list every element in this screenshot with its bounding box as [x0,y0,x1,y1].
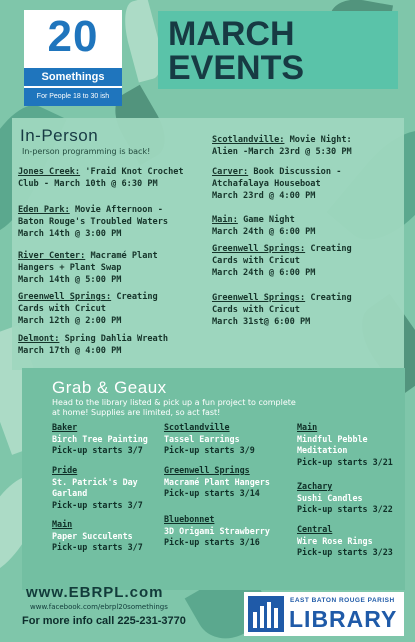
grab-title: St. Patrick's Day [52,476,138,487]
grab-title: 3D Origami Strawberry [164,525,270,536]
event-detail: Cards with Cricut [18,304,106,314]
grab-pickup: Pick-up starts 3/7 [52,542,143,552]
event-detail: Book Discussion - [253,167,342,177]
event-detail: Cards with Cricut [212,305,300,315]
grab-item [164,422,255,457]
grab-location: Pride [52,465,78,475]
grab-item [164,465,270,500]
logo-tagline: For People 18 to 30 ish [24,88,122,106]
event-item [212,134,352,158]
library-logo [244,592,404,636]
twenty-somethings-logo [24,10,122,106]
event-detail: March 17th @ 4:00 PM [18,346,122,356]
grab-pickup: Pick-up starts 3/23 [297,547,393,557]
grab-title: Sushi Candles [297,492,363,503]
grab-item [164,514,270,549]
grab-location: Baker [52,422,78,432]
event-item [212,166,341,202]
grab-location: Main [52,519,73,529]
grab-title: Meditation [297,445,348,455]
grab-item [297,524,393,559]
event-location: Delmont: [18,334,60,344]
logo-number: 20 [47,12,99,61]
grab-title: Garland [52,488,88,498]
event-location: Greenwell Springs: [212,244,306,254]
grab-item [52,422,148,457]
event-location: Jones Creek: [18,167,81,177]
event-detail: March 14th @ 3:00 PM [18,229,122,239]
event-item [18,333,168,357]
in-person-note: In-person programming is back! [22,147,151,156]
title-line1: MARCH [168,15,295,53]
event-detail: March 24th @ 6:00 PM [212,227,316,237]
website-link[interactable]: www.EBRPL.com [26,584,164,601]
event-detail: Cards with Cricut [212,256,300,266]
event-detail: Spring Dahlia Wreath [64,334,169,344]
event-detail: March 24th @ 6:00 PM [212,268,316,278]
event-location: Main: [212,215,238,225]
event-item [212,243,352,279]
event-item [18,291,158,327]
event-item [18,204,168,240]
event-location: Carver: [212,167,249,177]
event-detail: March 14th @ 5:00 PM [18,275,122,285]
event-item [212,292,352,328]
grab-location: Greenwell Springs [164,465,250,475]
grab-item [52,465,143,511]
in-person-heading: In-Person [20,126,99,145]
grab-pickup: Pick-up starts 3/9 [164,445,255,455]
grab-pickup: Pick-up starts 3/16 [164,537,260,547]
grab-location: Scotlandville [164,422,230,432]
library-name-small: EAST BATON ROUGE PARISH [290,597,395,604]
grab-heading: Grab & Geaux [52,378,167,397]
event-location: Greenwell Springs: [18,292,112,302]
grab-pickup: Pick-up starts 3/7 [52,499,143,510]
event-detail: Macramé Plant [90,251,158,261]
grab-title: Paper Succulents [52,530,133,541]
grab-pickup: Pick-up starts 3/21 [297,456,393,467]
grab-title: Macramé Plant Hangers [164,476,270,487]
grab-item [52,519,143,554]
event-detail: March 12th @ 2:00 PM [18,316,122,326]
event-detail: Creating [310,244,352,254]
event-detail: Club - March 10th @ 6:30 PM [18,179,158,189]
grab-title: Mindful Pebble [297,433,368,444]
grab-location: Central [297,524,333,534]
event-item [212,214,315,238]
event-detail: March 23rd @ 4:00 PM [212,191,316,201]
logo-word: Somethings [24,68,122,86]
grab-note-2: at home! Supplies are limited, so act fast! [52,408,221,417]
grab-title: Wire Rose Rings [297,535,373,546]
grab-pickup: Pick-up starts 3/14 [164,488,260,498]
grab-location: Main [297,422,318,432]
event-detail: Alien -March 23rd @ 5:30 PM [212,147,352,157]
event-location: River Center: [18,251,86,261]
event-detail: Game Night [243,215,295,225]
grab-note-1: Head to the library listed & pick up a fun project to complete [52,398,296,407]
event-item [18,250,158,286]
grab-location: Zachary [297,481,333,491]
grab-title: Birch Tree Painting [52,433,148,444]
event-detail: 'Fraid Knot Crochet [85,167,184,177]
event-location: Scotlandville: [212,135,285,145]
facebook-link[interactable]: www.facebook.com/ebrpl20somethings [30,603,168,611]
event-location: Greenwell Springs: [212,293,306,303]
event-detail: Creating [116,292,158,302]
grab-item [297,481,393,516]
grab-pickup: Pick-up starts 3/22 [297,504,393,514]
event-item [18,166,184,190]
title-box [158,11,398,89]
event-detail: Movie Afternoon - [74,205,163,215]
event-detail: Hangers + Plant Swap [18,263,122,273]
title-line2: EVENTS [168,49,305,87]
event-detail: Movie Night: [289,135,352,145]
event-detail: Creating [310,293,352,303]
contact-info: For more info call 225-231-3770 [22,615,186,627]
event-detail: March 31st@ 6:00 PM [212,317,311,327]
grab-location: Bluebonnet [164,514,215,524]
grab-title: Tassel Earrings [164,433,240,444]
library-name-big: LIBRARY [289,606,398,632]
event-location: Eden Park: [18,205,70,215]
grab-item [297,422,393,468]
library-building-icon [248,596,284,632]
grab-pickup: Pick-up starts 3/7 [52,445,143,455]
event-detail: Atchafalaya Houseboat [212,179,321,189]
event-detail: Baton Rouge's Troubled Waters [18,217,169,227]
